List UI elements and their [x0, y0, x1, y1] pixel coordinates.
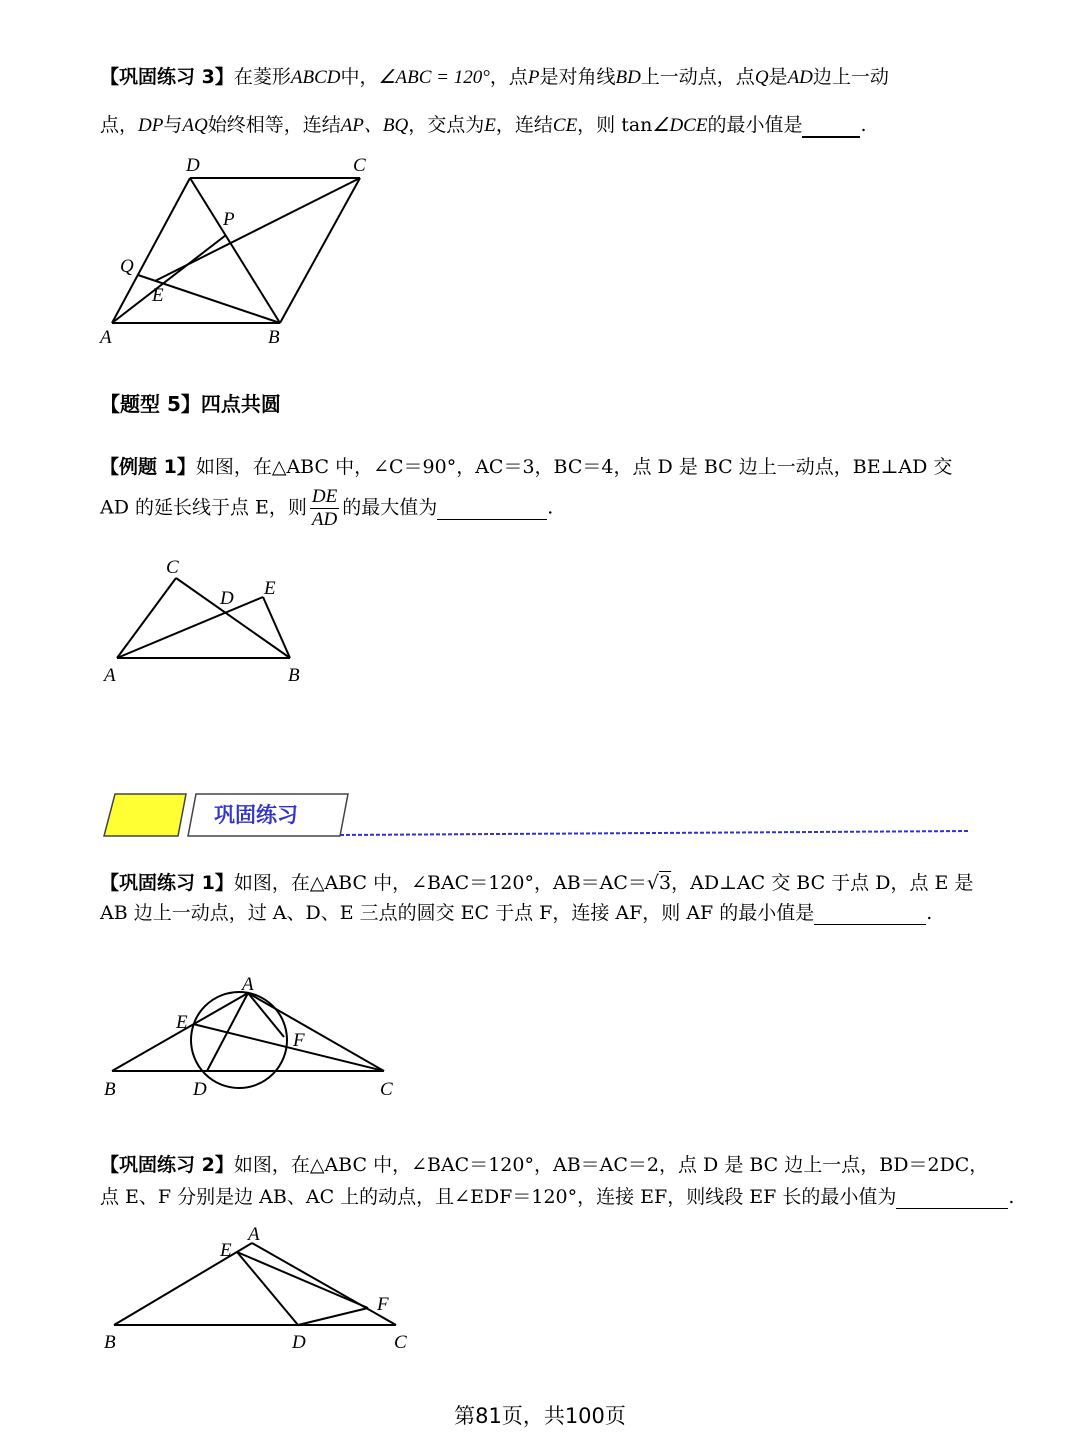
- section-title: 【题型 5】四点共圆: [100, 392, 281, 416]
- text: AD: [787, 67, 813, 88]
- text: ABCD: [290, 67, 341, 88]
- text: 上一动点，点: [640, 66, 755, 88]
- text: 3: [659, 872, 672, 894]
- text: 始终相等，连结: [207, 114, 341, 136]
- text: 中，: [340, 66, 379, 88]
- label-a: A: [100, 327, 112, 348]
- text: 点 E、F 分别是边 AB、AC 上的动点，且∠EDF＝120°，连接 EF，则线段 EF 长的最小值为: [100, 1186, 897, 1208]
- text: 如图，在△ABC 中，∠C＝90°，AC＝3，BC＝4，点 D 是 BC 边上一动点，BE⊥AD 交: [195, 456, 953, 478]
- label-e: E: [152, 285, 164, 306]
- label-e: E: [176, 1012, 188, 1033]
- label-a: A: [242, 974, 254, 995]
- label-d: D: [292, 1332, 306, 1353]
- text: AQ: [182, 115, 208, 136]
- label-c: C: [353, 155, 366, 176]
- text: 的最小值是: [707, 114, 803, 136]
- text: 与: [163, 114, 183, 136]
- text: AB 边上一动点，过 A、D、E 三点的圆交 EC 于点 F，连接 AF，则 AF 的最小值是: [100, 902, 815, 924]
- label-e: E: [220, 1240, 232, 1261]
- text: 在菱形: [233, 66, 291, 88]
- text: ，则 tan: [577, 114, 653, 136]
- side-ac: [252, 1243, 396, 1325]
- text: 如图，在△ABC 中，∠BAC＝120°，AB＝AC＝2，点 D 是 BC 边上一点，BD＝2DC，: [233, 1154, 989, 1176]
- text: .: [926, 902, 933, 924]
- text: Q: [754, 67, 769, 88]
- label-f: F: [377, 1294, 389, 1315]
- label-b: B: [104, 1079, 116, 1100]
- text: ，连结: [495, 114, 553, 136]
- text: AP、BQ: [340, 115, 409, 136]
- segment-ef: [237, 1252, 368, 1308]
- text: ∠ABC = 120°: [378, 67, 490, 88]
- label-p: P: [223, 209, 235, 230]
- text: 点，: [100, 114, 139, 136]
- text: 的最大值为: [342, 496, 438, 519]
- text: .: [860, 114, 867, 136]
- segment-df: [298, 1308, 368, 1325]
- text: ∠DCE: [652, 115, 708, 136]
- label-d: D: [193, 1079, 207, 1100]
- label-d: D: [186, 155, 200, 176]
- label-b: B: [104, 1332, 116, 1353]
- label-d: D: [220, 588, 234, 609]
- label-b: B: [288, 665, 300, 686]
- text: BD: [615, 67, 641, 88]
- practice2-tag: 【巩固练习 2】: [100, 1154, 234, 1176]
- text: AD: [311, 509, 338, 530]
- text: 如图，在△ABC 中，∠BAC＝120°，AB＝AC＝: [233, 872, 647, 894]
- text: ，交点为: [408, 114, 485, 136]
- label-a: A: [248, 1224, 260, 1245]
- text: DP: [138, 115, 164, 136]
- label-c: C: [166, 557, 179, 578]
- label-a: A: [104, 665, 116, 686]
- label-c: C: [380, 1079, 393, 1100]
- text: 是: [768, 66, 788, 88]
- practice1-tag: 【巩固练习 1】: [100, 872, 234, 894]
- text: 是对角线: [539, 66, 616, 88]
- text: ，AD⊥AC 交 BC 于点 D，点 E 是: [671, 872, 974, 894]
- banner-title: 巩固练习: [214, 803, 298, 827]
- text: .: [547, 496, 554, 519]
- page-number: 第81页，共100页: [454, 1404, 626, 1428]
- text: 边上一动: [812, 66, 889, 88]
- text: E: [484, 115, 496, 136]
- text: .: [1008, 1186, 1015, 1208]
- text: ，点: [489, 66, 528, 88]
- label-q: Q: [120, 256, 134, 277]
- label-e: E: [264, 578, 276, 599]
- label-c: C: [394, 1332, 407, 1353]
- text: CE: [552, 115, 578, 136]
- practice3-tag: 【巩固练习 3】: [100, 66, 234, 88]
- example1-tag: 【例题 1】: [100, 456, 196, 478]
- text: DE: [311, 486, 338, 507]
- label-f: F: [293, 1030, 305, 1051]
- text: √: [646, 872, 660, 894]
- text: AD 的延长线于点 E，则: [100, 496, 307, 519]
- text: P: [527, 67, 540, 88]
- label-b: B: [268, 327, 280, 348]
